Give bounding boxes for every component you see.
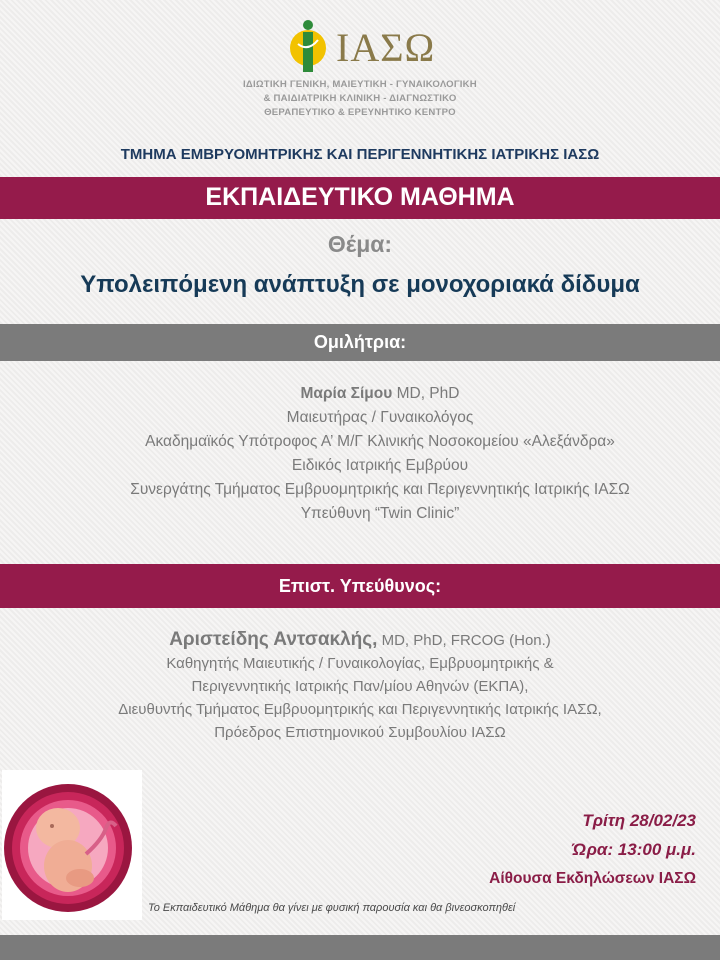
logo-wordmark: ΙΑΣΩ <box>336 25 436 70</box>
recording-note: Το Εκπαιδευτικό Μάθημα θα γίνει με φυσική παρουσία και θα βινεοσκοπηθεί <box>148 902 516 914</box>
director-name: Αριστείδης Αντσακλής, <box>169 629 378 650</box>
speaker-line: Συνεργάτης Τμήματος Εμβρυομητρικής και Περιγεννητικής Ιατρικής ΙΑΣΩ <box>130 481 630 498</box>
speaker-name-line <box>40 382 720 406</box>
topic-label: Θέμα: <box>327 231 393 257</box>
logo-subtitle: ΙΔΙΩΤΙΚΗ ΓΕΝΙΚΗ, ΜΑΙΕΥΤΙΚΗ - ΓΥΝΑΙΚΟΛΟΓΙΚΗ & ΠΑΙΔΙΑΤΡΙΚΗ ΚΛΙΝΙΚΗ - ΔΙΑΓΝΩΣΤΙΚΟ ΘΕΡΑΠΕΥΤΙΚΟ & ΕΡΕΥΝΗΤΙΚΟ ΚΕΝΤΡΟ <box>243 79 477 118</box>
director-line: Πρόεδρος Επιστημονικού Συμβουλίου ΙΑΣΩ <box>214 724 506 741</box>
speaker-line: Υπεύθυνη “Twin Clinic” <box>300 505 460 522</box>
director-credentials: MD, PhD, FRCOG (Hon.) <box>377 632 551 649</box>
speaker-name: Μαρία Σίμου <box>300 385 393 402</box>
director-line: Καθηγητής Μαιευτικής / Γυναικολογίας, Εμβρυομητρικής & <box>166 655 554 672</box>
event-venue: Αίθουσα Εκδηλώσεων ΙΑΣΩ <box>489 870 696 887</box>
iaso-logo-icon <box>288 18 328 74</box>
director-name-line <box>10 628 710 652</box>
speaker-credentials: MD, PhD <box>392 385 460 402</box>
fetus-illustration-icon <box>2 770 142 920</box>
director-line: Περιγεννητικής Ιατρικής Παν/μίου Αθηνών (ΕΚΠΑ), <box>191 678 529 695</box>
director-line: Διευθυντής Τμήματος Εμβρυομητρικής και Περιγεννητικής Ιατρικής ΙΑΣΩ, <box>118 701 602 718</box>
director-block <box>10 628 710 744</box>
event-date: Τρίτη 28/02/23 <box>582 811 696 830</box>
bottom-band <box>0 935 720 960</box>
speaker-line: Ακαδημαϊκός Υπότροφος Α’ Μ/Γ Κλινικής Νοσοκομείου «Αλεξάνδρα» <box>145 433 615 450</box>
speaker-line: Ειδικός Ιατρικής Εμβρύου <box>291 457 469 474</box>
topic-title: Υπολειπόμενη ανάπτυξη σε μονοχοριακά δίδυμα <box>80 271 640 298</box>
speaker-block <box>40 382 720 526</box>
director-section-label: Επιστ. Υπεύθυνος: <box>0 564 720 608</box>
speaker-line: Μαιευτήρας / Γυναικολόγος <box>286 409 474 426</box>
department-heading: ΤΜΗΜΑ ΕΜΒΡΥΟΜΗΤΡΙΚΗΣ ΚΑΙ ΠΕΡΙΓΕΝΝΗΤΙΚΗΣ ΙΑΤΡΙΚΗΣ ΙΑΣΩ <box>120 146 600 163</box>
event-time: Ώρα: 13:00 μ.μ. <box>572 840 696 859</box>
speaker-section-label: Ομιλήτρια: <box>0 324 720 361</box>
banner-title: ΕΚΠΑΙΔΕΥΤΙΚΟ ΜΑΘΗΜΑ <box>0 177 720 219</box>
event-details <box>489 806 696 893</box>
